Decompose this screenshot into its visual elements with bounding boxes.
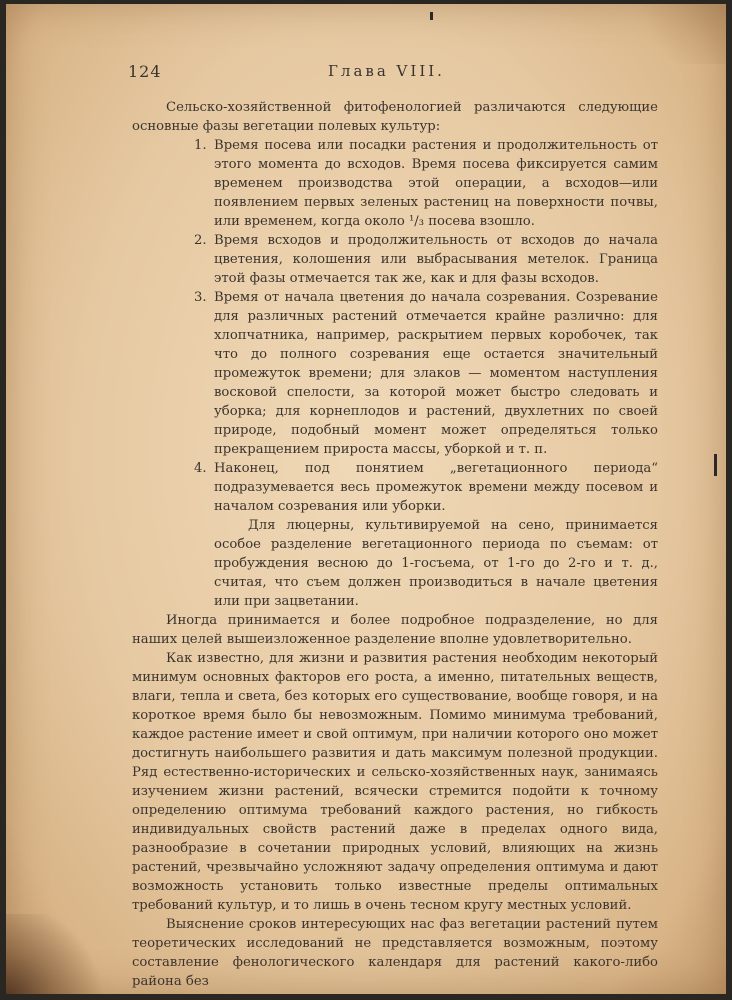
list-item [132,459,658,516]
phase-list [132,136,658,516]
list-text: Время от начала цветения до начала созревания. Созревание для различных растений отмечается крайне различно: для хлопчатника, например, раскрытием первых коробочек, так что до полного созревания еще остается значительный промежуток времени; для злаков — моментом наступления восковой спелости, за которой может быстро следовать и уборка; для корнеплодов и растений, двухлетних по своей природе, подобный момент может определяться только прекращением прироста массы, уборкой и т. п. [214,290,658,457]
page-header [6,62,726,84]
list-number: 4. [194,461,207,476]
list-text: Время всходов и продолжительность от всходов до начала цветения, колошения или выбрасывания метелок. Граница этой фазы отмечается так же, как и для фазы всходов. [214,233,658,286]
book-page [6,4,726,994]
chapter-title: Глава VIII. [328,62,445,80]
corner-stain [626,4,726,64]
body-paragraph: Выяснение сроков интересующих нас фаз вегетации растений путем теоретических исследований не представляется возможным, поэтому составление фенологического календаря для растений какого-либо района без [132,917,658,989]
page-body [132,98,658,991]
list-number: 2. [194,233,207,248]
page-number: 124 [128,62,162,81]
list-number: 3. [194,290,207,305]
list-item [132,136,658,231]
lucerne-paragraph: Для люцерны, культивируемой на сено, принимается особое разделение вегетационного периода по съемам: от пробуждения весною до 1-госъема, от 1-го до 2-го и т. д., считая, что съем должен производиться в начале цветения или при зацветании. [214,518,658,609]
list-item [132,288,658,459]
body-paragraph: Иногда принимается и более подробное подразделение, но для наших целей вышеизложенное разделение вполне удовлетворительно. [132,613,658,647]
list-number: 1. [194,138,207,153]
list-text: Время посева или посадки растения и продолжительность от этого момента до всходов. Время посева фиксируется самим временем производства этой операции, а всходов—или появлением первых зеленых растениц на поверхности почвы, или временем, когда около ¹/₃ посева взошло. [214,138,658,229]
intro-paragraph: Сельско-хозяйственной фитофенологией различаются следующие основные фазы вегетации полевых культур: [132,100,658,134]
list-item [132,231,658,288]
body-paragraph: Как известно, для жизни и развития растения необходим некоторый минимум основных факторов его роста, а именно, питательных веществ, влаги, тепла и света, без которых его существование, вообще говоря, и на короткое время было бы невозможным. Помимо минимума требований, каждое растение имеет и свой оптимум, при наличии которого оно может достигнуть наибольшего развития и дать максимум полезной продукции. Ряд естественно-исторических и сельско-хозяйственных наук, занимаясь изучением жизни растений, всячески стремится подойти к точному определению оптимума требований каждого растения, но гибкость индивидуальных свойств растений даже в пределах одного вида, разнообразие в сочетании природных условий, влияющих на жизнь растений, чрезвычайно усложняют задачу определения оптимума и дают возможность установить только известные пределы оптимальных требований культур, и то лишь в очень тесном кругу местных условий. [132,651,658,913]
ink-mark [714,454,717,476]
burn-stain [6,914,116,994]
ink-mark [430,12,433,20]
list-text: Наконец, под понятием „вегетационного периода“ подразумевается весь промежуток времени между посевом и началом созревания или уборки. [214,461,658,514]
